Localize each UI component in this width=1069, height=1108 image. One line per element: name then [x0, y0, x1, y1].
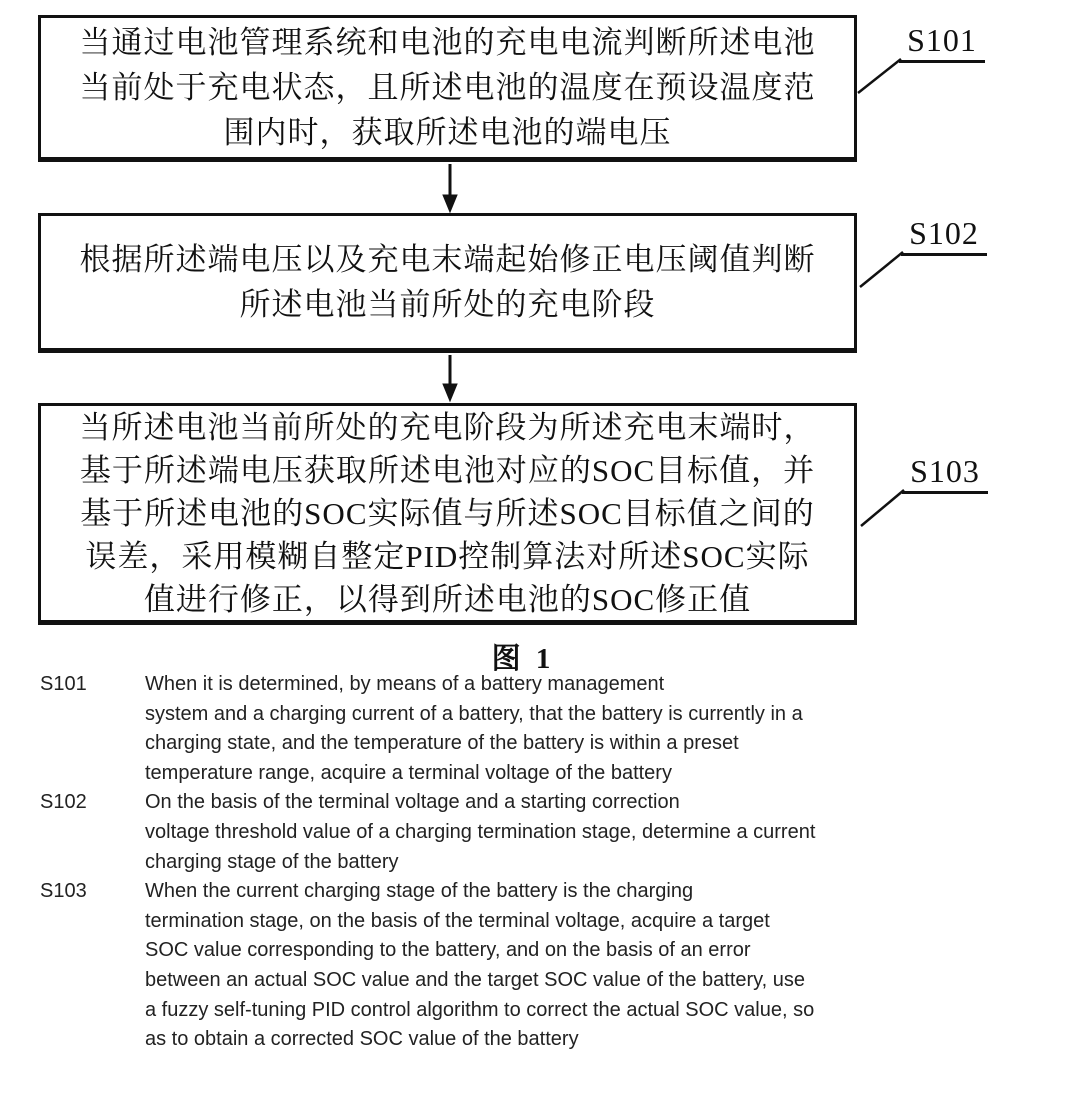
description-step-label: S102	[40, 791, 87, 814]
arrow-down-2-head	[443, 384, 457, 401]
figure-caption: 图 1	[491, 643, 555, 675]
description-step-label: S101	[40, 673, 87, 695]
step-label-s102: S102	[901, 215, 987, 256]
step-label-s101: S101	[899, 22, 985, 63]
list-item-s102	[40, 788, 1035, 877]
list-item-s103	[40, 877, 1035, 1055]
leader-line-s102	[860, 252, 903, 287]
step-label-s103: S103	[902, 453, 988, 494]
flow-step-box-s101: 当通过电池管理系统和电池的充电电流判断所述电池 当前处于充电状态，且所述电池的温度在预设温度范 围内时，获取所述电池的端电压	[38, 15, 857, 162]
description-step-label: S103	[40, 880, 87, 903]
description-step-text: On the basis of the terminal voltage and a starting correction voltage threshold value of a charging termination stage, determine a current charging stage of the battery	[145, 791, 816, 873]
leader-line-s101	[858, 59, 901, 93]
list-item-s101	[40, 670, 1035, 788]
flow-step-box-s103: 当所述电池当前所处的充电阶段为所述充电末端时， 基于所述端电压获取所述电池对应的SOC目标值，并 基于所述电池的SOC实际值与所述SOC目标值之间的 误差，采用模糊自整定PID控制算法对所述SOC实际 值进行修正，以得到所述电池的SOC修正值	[38, 403, 857, 625]
description-list	[40, 670, 1035, 1055]
flow-step-box-s102: 根据所述端电压以及充电末端起始修正电压阈值判断 所述电池当前所处的充电阶段	[38, 213, 857, 353]
arrow-down-1-head	[443, 195, 457, 212]
leader-line-s103	[861, 490, 904, 526]
description-step-text: When the current charging stage of the battery is the charging termination stage, on the basis of the terminal voltage, acquire a target SOC value corresponding to the battery, and on the basis of an error between an actual SOC value and the target SOC value of the battery, use a fuzzy self-tuning PID control algorithm to correct the actual SOC value, so as to obtain a corrected SOC value of the battery	[145, 880, 815, 1051]
description-step-text: When it is determined, by means of a battery management system and a charging current of a battery, that the battery is currently in a charging state, and the temperature of the battery is within a preset temperature range, acquire a terminal voltage of the battery	[145, 673, 803, 784]
